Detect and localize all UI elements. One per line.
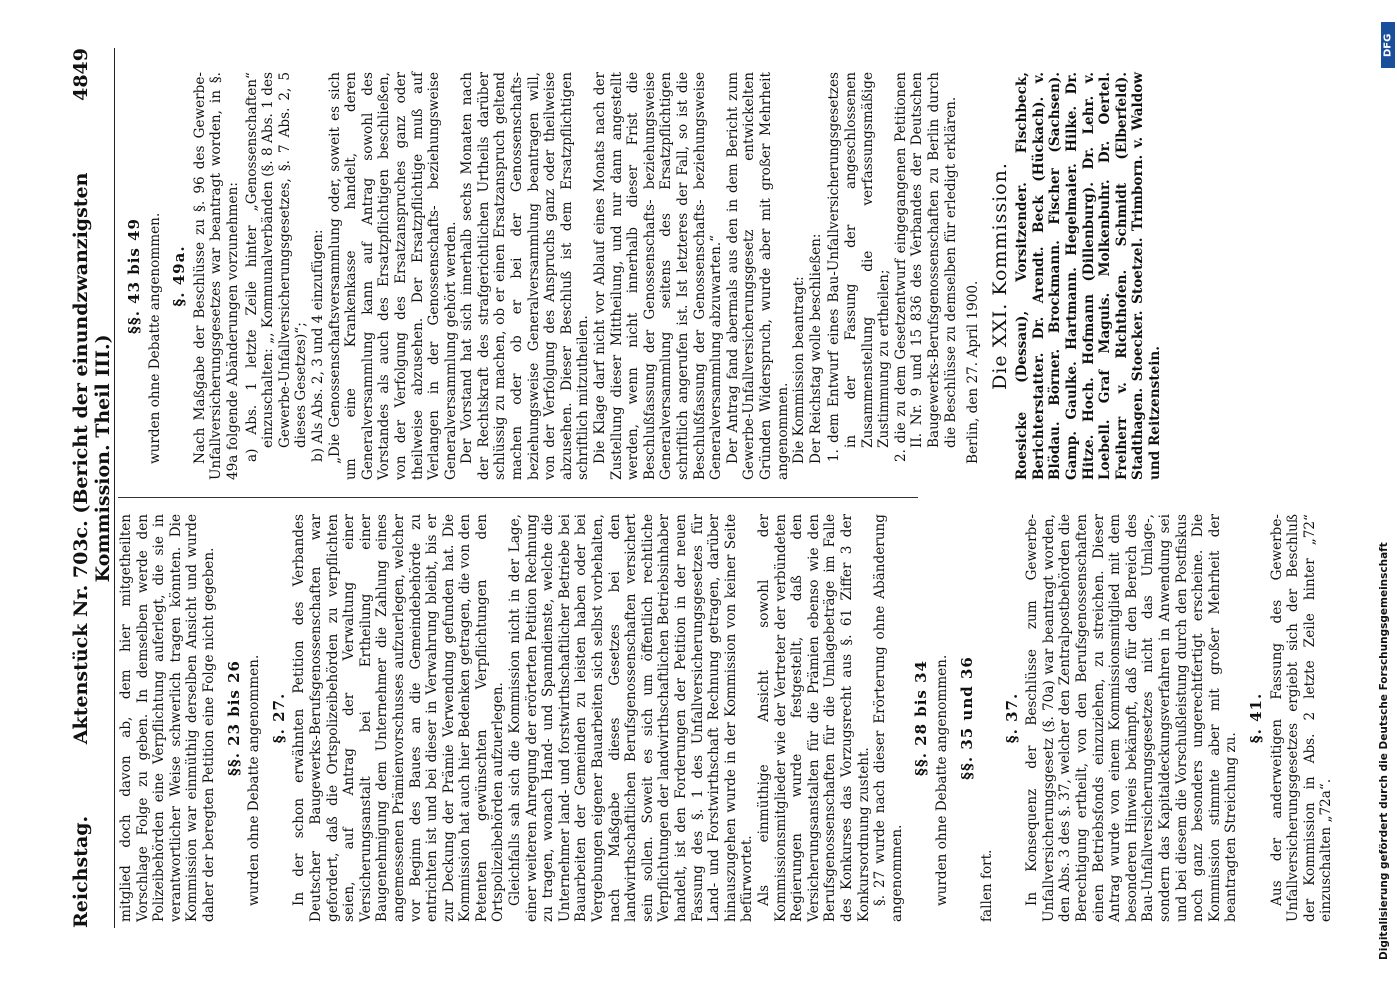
paragraph: Nach Maßgabe der Beschlüsse zu §. 96 des Gewerbe-Unfallversicherungsgesetzes war beantragt worden, in §. 49a folgende Abänderungen vorzunehmen: [191, 72, 241, 480]
paragraph: In Konsequenz der Beschlüsse zum Gewerbe-Unfallversicherungsgesetz (§. 70a) war beantragt worden, den Abs. 3 des §. 37, welcher den Zentralpostbehörden die Berechtigung ertheilt, von den Berufsgenossenschaften einen Betriebsfonds einzuziehen, zu streichen. Dieser Antrag wurde von einem Kommissionsmitglied mit dem besonderen Hinweis bekämpft, daß für den Bereich des Bau-Unfallversicherungsgesetzes nicht das Umlage-, sondern das Kapitaldeckungsverfahren in Anwendung sei und bei diesem die Vorschußleistung durch den Postfiskus noch ganz besonders ungerechtfertigt erscheine. Die Kommission stimmte aber mit großer Mehrheit der beantragten Streichung zu. [1024, 514, 1240, 922]
paragraph: Aus der anderweitigen Fassung des Gewerbe-Unfallversicherungsgesetzes ergiebt sich der Beschluß der Kommission in Abs. 2 letzte Zeile hinter „72“ einzuschalten „72a“. [1268, 514, 1335, 922]
date-line: Berlin, den 27. April 1900. [965, 280, 982, 464]
paragraph: wurden ohne Debatte angenommen. [246, 654, 263, 906]
left-column [118, 514, 1335, 922]
signatures: Roesicke (Dessau), Vorsitzender. Fischbeck, Berichterstatter. Dr. Arendt. Beck (Hückach). v. Blödau. Börner. Brockmann. Fischer (Sachsen). Gamp. Gaulke. Hartmann. Hegelmaier. Hilke. Dr. Hitze. Hoch. Hofmann (Dillenburg). Dr. Lehr. v. Loebell. Graf Maguis. Molkenbuhr. Dr. Oertel. Freiherr v. Richthofen. Schmidt (Elberfeld). Stadthagen. Stoecker. Stoetzel. Trimborn. v. Waldow und Reitzenstein. [1014, 72, 1164, 480]
section-heading: §§. 43 bis 49 [125, 218, 143, 334]
header-left: Reichstag. [70, 815, 92, 928]
amendment-list [244, 72, 327, 462]
digitization-credit: Digitalisierung gefördert durch die Deutsche Forschungsgemeinschaft [1378, 542, 1390, 960]
paragraph: In der schon erwähnten Petition des Verbandes Deutscher Baugewerks-Berufsgenossenschaften war gefordert, daß die Ortspolizeibehörden zu verpflichten seien, auf Antrag der Verwaltung einer Versicherungsanstalt bei Ertheilung einer Baugenehmigung dem Unternehmer die Zahlung eines angemessenen Prämienvorschusses aufzuerlegen, welcher vor Beginn des Baues an die Gemeindebehörde zu entrichten ist und bei dieser in Verwahrung bleibt, bis er zur Deckung der Prämie Verwendung gefunden hat. Die Kommission hat auch hier Bedenken getragen, die von den Petenten gewünschten Verpflichtungen den Ortspolizeibehörden aufzuerlegen. [291, 514, 507, 922]
paragraph: wurden ohne Debatte angenommen. [146, 212, 163, 464]
list-item: 2. die zu dem Gesetzentwurf eingegangenen Petitionen II. Nr. 9 und 15 836 des Verbandes der Deutschen Baugewerks-Berufsgenossenschaften zu Berlin durch die Beschlüsse zu demselben für erledigt erklären. [892, 72, 959, 462]
page-header [70, 48, 115, 928]
list-item: 1. dem Entwurf eines Bau-Unfallversicherungsgesetzes in der Fassung der angeschlossenen Zusammenstellung die verfassungsmäßige Zustimmung zu ertheilen; [826, 72, 893, 462]
quoted-paragraph: Die Klage darf nicht vor Ablauf eines Monats nach der Zustellung dieser Mittheilung, und nur dann angestellt werden, wenn nicht innerhalb dieser Frist die Beschlußfassung der Genossenschafts- beziehungsweise Generalversammlung seitens des Ersatzpflichtigen schriftlich angerufen ist. Ist letzteres der Fall, so ist die Beschlußfassung der Genossenschafts- beziehungsweise Generalversammlung abzuwarten.“ [592, 72, 725, 480]
quoted-paragraph: Der Vorstand hat sich innerhalb sechs Monaten nach der Rechtskraft des strafgerichtlichen Urtheils darüber schlüssig zu machen, ob er einen Ersatzanspruch geltend machen oder ob er bei der Genossenschafts- beziehungsweise Generalversammlung beantragen will, von der Verfolgung des Anspruchs ganz oder theilweise abzusehen. Dieser Beschluß ist dem Ersatzpflichtigen schriftlich mitzutheilen. [459, 72, 592, 480]
section-heading: §§. 35 und 36 [957, 656, 976, 780]
resolution-list [826, 72, 959, 462]
right-column [118, 72, 1164, 480]
paragraph: Der Reichstag wolle beschließen: [807, 233, 824, 464]
section-heading: §. 49a. [170, 245, 189, 307]
paragraph: Als einmüthige Ansicht sowohl der Kommissionsmitglieder wie der Vertreter der verbündeten Regierungen wurde festgestellt, daß den Versicherungsanstalten für die Prämien ebenso wie den Berufsgenossenschaften für die Umlagebeträge im Falle des Konkurses das Vorzugsrecht aus §. 61 Ziffer 3 der Konkursordnung zusteht. [755, 514, 872, 922]
section-heading: §§. 23 bis 26 [224, 660, 243, 776]
paragraph: fallen fort. [979, 849, 996, 922]
section-heading: §§. 28 bis 34 [912, 660, 931, 776]
list-item: a) Abs. 1 letzte Zeile hinter „Genossenschaften“ einzuschalten: „, Kommunalverbänden (§. 8 Abs. 1 des Gewerbe-Unfallversicherungsgesetzes, §. 7 Abs. 2, 5 dieses Gesetzes)“; [243, 72, 310, 462]
paragraph: §. 27 wurde nach dieser Erörterung ohne Abänderung angenommen. [872, 514, 905, 922]
commission-title: Die XXI. Kommission. [988, 162, 1011, 390]
paragraph: wurden ohne Debatte angenommen. [933, 654, 950, 906]
section-heading: §. 41. [1247, 692, 1265, 744]
section-heading: §. 27. [269, 692, 288, 744]
paragraph: Der Antrag fand abermals aus den in dem Bericht zum Gewerbe-Unfallversicherungsgesetz entwickelten Gründen Widerspruch, wurde aber mit großer Mehrheit angenommen. [724, 72, 791, 480]
column-divider [118, 497, 918, 498]
dfg-logo: DFG [1381, 22, 1395, 68]
paragraph: mitglied doch davon ab, dem hier mitgetheilten Vorschlage Folge zu geben. In demselben werde den Polizeibehörden eine Verpflichtung auferlegt, die sie in verantwortlicher Weise schwerlich tragen könnten. Die Kommission war einmüthig derselben Ansicht und wurde daher der beregten Petition eine Folge nicht gegeben. [118, 514, 217, 922]
list-item: b) Als Abs. 2, 3 und 4 einzufügen: [309, 229, 326, 462]
section-heading: §. 37. [1002, 692, 1021, 744]
quoted-paragraph: „Die Genossenschaftsversammlung oder, soweit es sich um eine Krankenkasse handelt, deren Generalversammlung kann auf Antrag sowohl des Vorstandes als auch des Ersatzpflichtigen beschließen, von der Verfolgung des Ersatzanspruches ganz oder theilweise abzusehen. Der Ersatzpflichtige muß auf Verlangen in der Genossenschafts- beziehungsweise Generalversammlung gehört werden. [326, 72, 459, 480]
paragraph: Die Kommission beantragt: [791, 276, 808, 464]
page-number: 4849 [70, 48, 92, 101]
header-title: Aktenstück Nr. 703c. (Bericht der einundzwanzigsten Kommission. Theil III.) [70, 172, 114, 745]
paragraph: Gleichfalls sah sich die Kommission nicht in der Lage, einer weiteren Anregung der erörterten Petition Rechnung zu tragen, wonach Hand- und Spanndienste, welche die Unternehmer land- und forstwirthschaftlicher Betriebe bei Bauarbeiten der Gemeinden zu leisten haben oder bei Vergebungen eigener Bauarbeiten sich selbst vorbehalten, nach Maßgabe dieses Gesetzes bei den landwirthschaftlichen Berufsgenossenschaften versichert sein sollen. Soweit es sich um öffentlich rechtliche Verpflichtungen der landwirthschaftlichen Betriebsinhaber handelt, ist den Forderungen der Petition in der neuen Fassung des §. 1 des Unfallversicherungsgesetzes für Land- und Forstwirthschaft Rechnung getragen, darüber hinauszugehen wurde in der Kommission von keiner Seite befürwortet. [507, 514, 756, 922]
